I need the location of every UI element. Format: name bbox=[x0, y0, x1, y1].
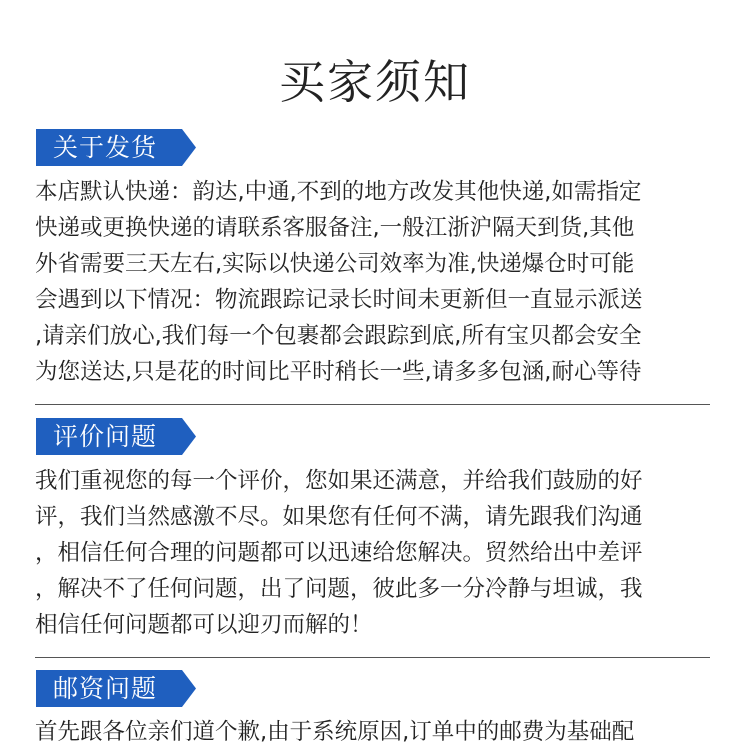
section-divider bbox=[35, 657, 710, 658]
body-line: ，相信任何合理的问题都可以迅速给您解决。贸然给出中差评 bbox=[35, 540, 643, 566]
section-body-postage bbox=[35, 714, 711, 742]
body-line: 相信任何问题都可以迎刃而解的！ bbox=[35, 612, 373, 638]
section-tag-reviews bbox=[36, 418, 196, 455]
body-line: 为您送达,只是花的时间比平时稍长一些,请多多包涵,耐心等待 bbox=[35, 359, 642, 385]
section-heading-shipping: 关于发货 bbox=[53, 133, 158, 162]
body-line: 本店默认快递：韵达,中通,不到的地方改发其他快递,如需指定 bbox=[35, 179, 642, 205]
body-line: 快递或更换快递的请联系客服备注,一般江浙沪隔天到货,其他 bbox=[35, 215, 635, 241]
body-line: 我们重视您的每一个评价，您如果还满意，并给我们鼓励的好 bbox=[35, 468, 643, 494]
body-line: 外省需要三天左右,实际以快递公司效率为准,快递爆仓时可能 bbox=[35, 251, 635, 277]
body-line: 会遇到以下情况：物流跟踪记录长时间未更新但一直显示派送 bbox=[35, 287, 643, 313]
page-title: 买家须知 bbox=[279, 55, 471, 109]
body-line: 评，我们当然感激不尽。如果您有任何不满，请先跟我们沟通 bbox=[35, 504, 643, 530]
body-line: 首先跟各位亲们道个歉,由于系统原因,订单中的邮费为基础配 bbox=[35, 719, 635, 742]
section-body-reviews bbox=[35, 463, 711, 643]
section-body-shipping bbox=[35, 174, 711, 390]
section-heading-postage: 邮资问题 bbox=[53, 674, 158, 703]
section-heading-reviews: 评价问题 bbox=[53, 422, 158, 451]
section-tag-shipping bbox=[36, 129, 196, 166]
section-divider bbox=[35, 404, 710, 405]
body-line: ，解决不了任何问题，出了问题，彼此多一分冷静与坦诚，我 bbox=[35, 576, 643, 602]
body-line: ,请亲们放心,我们每一个包裹都会跟踪到底,所有宝贝都会安全 bbox=[35, 323, 642, 349]
section-tag-postage bbox=[36, 670, 196, 707]
